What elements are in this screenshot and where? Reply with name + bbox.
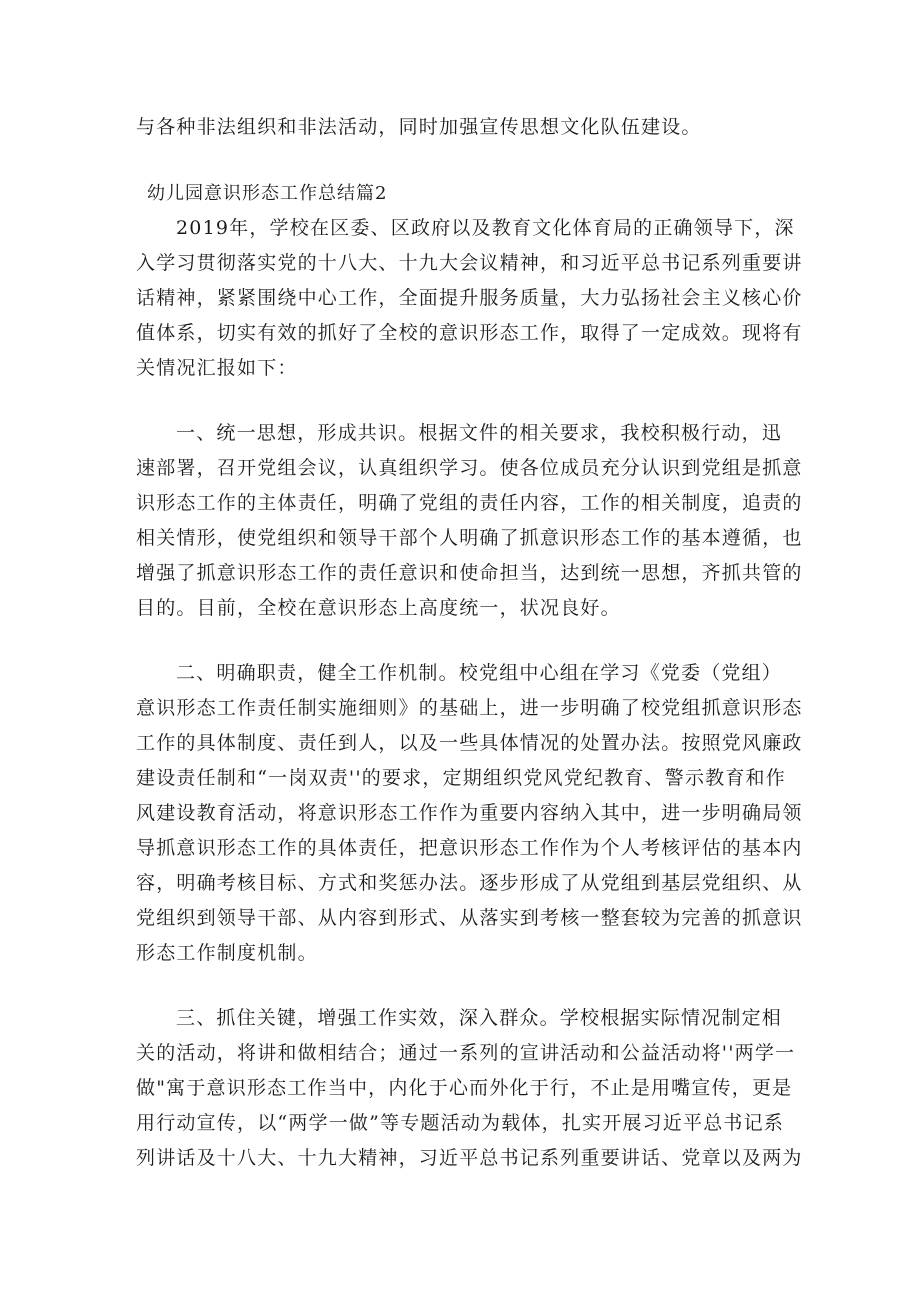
section-title: 幼儿园意识形态工作总结篇2 — [147, 183, 388, 204]
para3-line: 做"寓于意识形态工作当中，内化于心而外化于行，不止是用嘴宣传，更是 — [136, 1077, 793, 1099]
intro-line: 话精神，紧紧围绕中心工作，全面提升服务质量，大力弘扬社会主义核心价 — [136, 287, 803, 309]
para2-line: 二、明确职责，健全工作机制。校党组中心组在学习《党委（党组） — [176, 662, 783, 684]
para2-line: 风建设教育活动，将意识形态工作作为重要内容纳入其中，进一步明确局领 — [136, 802, 803, 824]
para3-line: 列讲话及十八大、十九大精神，习近平总书记系列重要讲话、党章以及两为 — [136, 1147, 803, 1169]
para1-line: 相关情形，使党组织和领导干部个人明确了抓意识形态工作的基本遵循，也 — [136, 527, 803, 549]
para3-line: 用行动宣传，以“两学一做”等专题活动为载体，扎实开展习近平总书记系 — [136, 1112, 785, 1134]
intro-line: 值体系，切实有效的抓好了全校的意识形态工作，取得了一定成效。现将有 — [136, 322, 803, 344]
intro-line: 2019年，学校在区委、区政府以及教育文化体育局的正确领导下，深 — [176, 217, 795, 239]
intro-line: 关情况汇报如下： — [136, 357, 298, 379]
para2-line: 导抓意识形态工作的具体责任，把意识形态工作作为个人考核评估的基本内 — [136, 837, 803, 859]
para3-line: 关的活动，将讲和做相结合；通过一系列的宣讲活动和公益活动将''两学一 — [136, 1042, 796, 1064]
intro-line: 入学习贯彻落实党的十八大、十九大会议精神，和习近平总书记系列重要讲 — [136, 252, 803, 274]
para1-line: 识形态工作的主体责任，明确了党组的责任内容，工作的相关制度，追责的 — [136, 492, 803, 514]
para2-line: 形态工作制度机制。 — [136, 942, 318, 964]
para2-line: 工作的具体制度、责任到人，以及一些具体情况的处置办法。按照党风廉政 — [136, 732, 803, 754]
para2-line: 意识形态工作责任制实施细则》的基础上，进一步明确了校党组抓意识形态 — [136, 697, 803, 719]
opening-line: 与各种非法组织和非法活动，同时加强宣传思想文化队伍建设。 — [136, 116, 702, 138]
para2-line: 建设责任制和“一岗双责''的要求，定期组织党风党纪教育、警示教育和作 — [136, 767, 786, 789]
para1-line: 一、统一思想，形成共识。根据文件的相关要求，我校积极行动，迅 — [176, 422, 783, 444]
para2-line: 党组织到领导干部、从内容到形式、从落实到考核一整套较为完善的抓意识 — [136, 907, 803, 929]
para3-line: 三、抓住关键，增强工作实效，深入群众。学校根据实际情况制定相 — [176, 1007, 783, 1029]
para2-line: 容，明确考核目标、方式和奖惩办法。逐步形成了从党组到基层党组织、从 — [136, 872, 803, 894]
para1-line: 增强了抓意识形态工作的责任意识和使命担当，达到统一思想，齐抓共管的 — [136, 562, 803, 584]
para1-line: 速部署，召开党组会议，认真组织学习。使各位成员充分认识到党组是抓意 — [136, 457, 803, 479]
para1-line: 目的。目前，全校在意识形态上高度统一，状况良好。 — [136, 597, 621, 619]
